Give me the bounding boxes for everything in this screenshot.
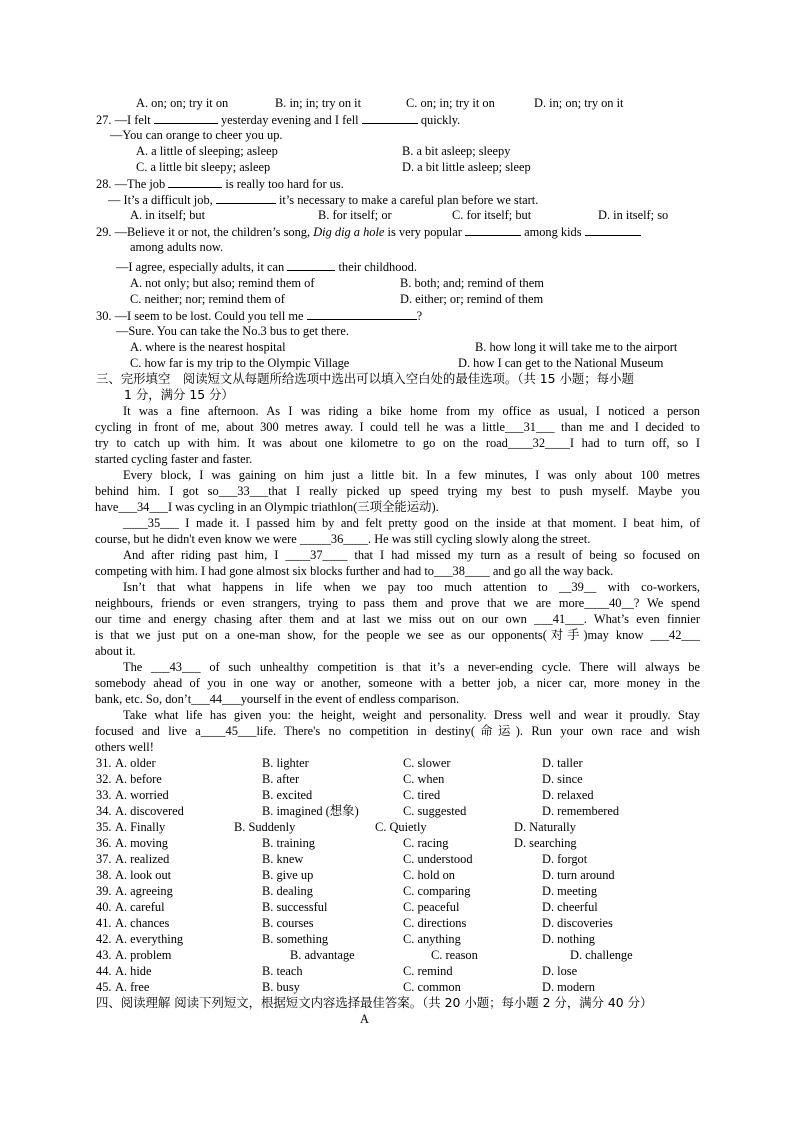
passage-line: cycling in front of me, about 300 metres away. I could tell he was a little___31___ than me and I decided to: [95, 420, 700, 434]
q26-option-a: A. on; on; try it on: [136, 96, 229, 110]
q29-option-c: C. neither; nor; remind them of: [130, 292, 285, 306]
passage-line: try to catch up with him. It was about one kilometre to go on the road____32____I had to turn off, so I: [95, 436, 700, 450]
option-b: B. lighter: [262, 756, 309, 770]
passage-line: about it.: [95, 644, 136, 658]
option-c: C. understood: [403, 852, 473, 866]
option-c: C. racing: [403, 836, 449, 850]
q28-text-2: is really too hard for us.: [225, 177, 344, 191]
q30-option-b: B. how long it will take me to the airport: [475, 340, 678, 354]
q30-text-2: ?: [416, 309, 423, 323]
q28-option-d: D. in itself; so: [598, 208, 669, 222]
passage-line: others well!: [95, 740, 154, 754]
option-a: A. everything: [115, 932, 184, 946]
option-d: D. since: [542, 772, 583, 786]
q29-blank-1: [465, 223, 521, 236]
passage-line: Isn’t that what happens in life when we pay too much attention to __39__ with co-workers,: [123, 580, 700, 594]
option-c: C. comparing: [403, 884, 471, 898]
q29-text-4: among adults now.: [130, 240, 224, 254]
q29-text-3: among kids: [524, 225, 582, 239]
q27-blank-1: [154, 111, 218, 124]
option-a: A. chances: [115, 916, 170, 930]
option-c: C. peaceful: [403, 900, 460, 914]
q30-stem: [96, 307, 422, 324]
option-d: D. forgot: [542, 852, 588, 866]
q27-text-1: —I felt: [114, 113, 151, 127]
q29-reply: [116, 258, 417, 275]
option-c: C. Quietly: [375, 820, 427, 834]
passage-line: behind him. I got so___33___that I really picked up speed trying my best to push myself. Maybe you: [95, 484, 700, 498]
option-b: B. busy: [262, 980, 300, 994]
option-a: A. hide: [115, 964, 152, 978]
option-c: C. suggested: [403, 804, 467, 818]
option-number: 37.: [96, 852, 112, 866]
option-b: B. after: [262, 772, 300, 786]
passage-line: bank, etc. So, don’t___44___yourself in the event of endless comparison.: [95, 692, 460, 706]
q28-option-a: A. in itself; but: [130, 208, 206, 222]
passage-line: Every block, I was gaining on him just a little bit. In a few minutes, I was only about 100 metres: [123, 468, 700, 482]
option-c: C. directions: [403, 916, 467, 930]
option-b: B. Suddenly: [234, 820, 296, 834]
option-number: 41.: [96, 916, 112, 930]
section4-subheading: A: [360, 1012, 369, 1026]
passage-line: is that we just put on a one-man show, for the people we see as our opponents(对手)may know ___42___: [95, 628, 700, 642]
option-b: B. courses: [262, 916, 314, 930]
option-a: A. free: [115, 980, 150, 994]
passage-line: have___34___I was cycling in an Olympic triathlon(三项全能运动).: [95, 500, 439, 514]
passage-line: focused and live a____45___life. There's no competition in destiny(命运). Run your own race and wish: [95, 724, 700, 738]
option-d: D. nothing: [542, 932, 596, 946]
passage-line: started cycling faster and faster.: [95, 452, 253, 466]
option-d: D. discoveries: [542, 916, 613, 930]
option-b: B. imagined (想象): [262, 804, 359, 818]
q28-number: 28.: [96, 177, 112, 191]
q26-option-b: B. in; in; try on it: [275, 96, 362, 110]
q26-option-c: C. on; in; try it on: [406, 96, 495, 110]
q29-option-b: B. both; and; remind of them: [400, 276, 544, 290]
passage-line: It was a fine afternoon. As I was riding a bike home from my office as usual, I noticed a person: [123, 404, 700, 418]
q29-blank-2: [585, 223, 641, 236]
option-d: D. lose: [542, 964, 578, 978]
passage-line: somebody ahead of you in one way or another, someone with a better job, a nicer car, more money in the: [95, 676, 700, 690]
q27-option-c: C. a little bit sleepy; asleep: [136, 160, 271, 174]
q30-text-1: —I seem to be lost. Could you tell me: [114, 309, 304, 323]
q29-text-2: is very popular: [387, 225, 462, 239]
q29-number: 29.: [96, 225, 112, 239]
q28-blank-1: [168, 175, 222, 188]
option-b: B. training: [262, 836, 315, 850]
option-number: 36.: [96, 836, 112, 850]
option-b: B. successful: [262, 900, 328, 914]
passage-line: course, but he didn't even know we were _____36____. He was still cycling slowly along the street.: [95, 532, 591, 546]
q29-option-d: D. either; or; remind of them: [400, 292, 544, 306]
option-c: C. hold on: [403, 868, 455, 882]
option-number: 33.: [96, 788, 112, 802]
passage-line: neighbours, friends or even strangers, trying to pass them and prove that we are more____40__? We spend: [95, 596, 700, 610]
q27-number: 27.: [96, 113, 112, 127]
q27-option-b: B. a bit asleep; sleepy: [402, 144, 511, 158]
option-number: 35.: [96, 820, 112, 834]
option-b: B. knew: [262, 852, 304, 866]
option-c: C. anything: [403, 932, 461, 946]
q28-stem: [96, 175, 344, 192]
q30-reply: —Sure. You can take the No.3 bus to get there.: [116, 324, 349, 338]
option-a: A. before: [115, 772, 162, 786]
option-a: A. problem: [115, 948, 172, 962]
option-d: D. meeting: [542, 884, 598, 898]
q30-option-c: C. how far is my trip to the Olympic Village: [130, 356, 350, 370]
option-d: D. modern: [542, 980, 595, 994]
option-d: D. searching: [514, 836, 577, 850]
section3-heading: 三、完形填空 阅读短文从每题所给选项中选出可以填入空白处的最佳选项。（共 15 小题；每小题: [96, 371, 634, 386]
option-a: A. older: [115, 756, 156, 770]
passage-line: competing with him. I had gone almost six blocks further and had to___38____ and go all the way back.: [95, 564, 614, 578]
q28-reply-2: it’s necessary to make a careful plan before we start.: [278, 193, 539, 207]
passage-line: And after riding past him, I ____37____ that I had missed my turn as a result of being so focused on: [123, 548, 700, 562]
option-b: B. advantage: [290, 948, 355, 962]
option-a: A. look out: [115, 868, 172, 882]
q28-option-c: C. for itself; but: [452, 208, 532, 222]
option-b: B. give up: [262, 868, 314, 882]
option-c: C. slower: [403, 756, 451, 770]
option-d: D. remembered: [542, 804, 620, 818]
option-d: D. challenge: [570, 948, 633, 962]
option-c: C. tired: [403, 788, 441, 802]
q27-blank-2: [362, 111, 418, 124]
option-number: 43.: [96, 948, 112, 962]
option-c: C. when: [403, 772, 445, 786]
option-number: 31.: [96, 756, 112, 770]
q29-stem: [96, 223, 641, 240]
option-a: A. careful: [115, 900, 165, 914]
option-a: A. discovered: [115, 804, 184, 818]
q26-option-d: D. in; on; try on it: [534, 96, 624, 110]
section3-heading-cont: 1 分，满分 15 分）: [124, 387, 234, 402]
option-d: D. taller: [542, 756, 583, 770]
q29-song-title: Dig dig a hole: [313, 225, 385, 239]
q29-text-1: —Believe it or not, the children’s song,: [114, 225, 311, 239]
option-c: C. common: [403, 980, 461, 994]
option-b: B. excited: [262, 788, 313, 802]
passage-line: ____35___ I made it. I passed him by and felt pretty good on the inside at that moment. I beat him, of: [123, 516, 700, 530]
q29-blank-3: [287, 258, 335, 271]
option-b: B. teach: [262, 964, 303, 978]
q29-reply-1: —I agree, especially adults, it can: [116, 260, 285, 274]
q28-reply-1: — It’s a difficult job,: [108, 193, 213, 207]
option-d: D. Naturally: [514, 820, 576, 834]
option-d: D. turn around: [542, 868, 615, 882]
option-d: D. cheerful: [542, 900, 598, 914]
q28-blank-2: [216, 191, 276, 204]
q30-option-d: D. how I can get to the National Museum: [458, 356, 664, 370]
q28-option-b: B. for itself; or: [318, 208, 392, 222]
q27-option-d: D. a bit little asleep; sleep: [402, 160, 531, 174]
option-number: 42.: [96, 932, 112, 946]
option-number: 40.: [96, 900, 112, 914]
option-number: 44.: [96, 964, 112, 978]
section4-heading: 四、阅读理解 阅读下列短文，根据短文内容选择最佳答案。（共 20 小题；每小题 2 分，满分 40 分）: [96, 995, 653, 1010]
q27-text-3: quickly.: [420, 113, 461, 127]
q30-option-a: A. where is the nearest hospital: [130, 340, 286, 354]
option-a: A. moving: [115, 836, 169, 850]
q28-reply: [108, 191, 538, 208]
passage-line: Take what life has given you: the height, weight and personality. Dress well and wear it proudly. Stay: [123, 708, 700, 722]
option-number: 32.: [96, 772, 112, 786]
q30-number: 30.: [96, 309, 112, 323]
option-a: A. agreeing: [115, 884, 173, 898]
option-a: A. worried: [115, 788, 169, 802]
q27-option-a: A. a little of sleeping; asleep: [136, 144, 278, 158]
passage-line: our time and energy chasing after them and at last we miss out on our own ___41___. What’s even finnier: [95, 612, 700, 626]
q29-reply-2: their childhood.: [338, 260, 417, 274]
option-b: B. something: [262, 932, 329, 946]
option-c: C. reason: [431, 948, 478, 962]
q29-option-a: A. not only; but also; remind them of: [130, 276, 315, 290]
q28-text-1: —The job: [114, 177, 166, 191]
q27-stem: [96, 111, 460, 128]
passage-line: The ___43___ of such unhealthy competition is that it’s a never-ending cycle. There will always be: [123, 660, 700, 674]
option-number: 38.: [96, 868, 112, 882]
option-b: B. dealing: [262, 884, 313, 898]
option-number: 39.: [96, 884, 112, 898]
option-number: 34.: [96, 804, 112, 818]
q27-text-2: yesterday evening and I fell: [220, 113, 359, 127]
option-number: 45.: [96, 980, 112, 994]
option-a: A. realized: [115, 852, 170, 866]
option-a: A. Finally: [115, 820, 166, 834]
option-d: D. relaxed: [542, 788, 594, 802]
option-c: C. remind: [403, 964, 453, 978]
q30-blank: [307, 307, 417, 320]
q27-reply: —You can orange to cheer you up.: [110, 128, 283, 142]
